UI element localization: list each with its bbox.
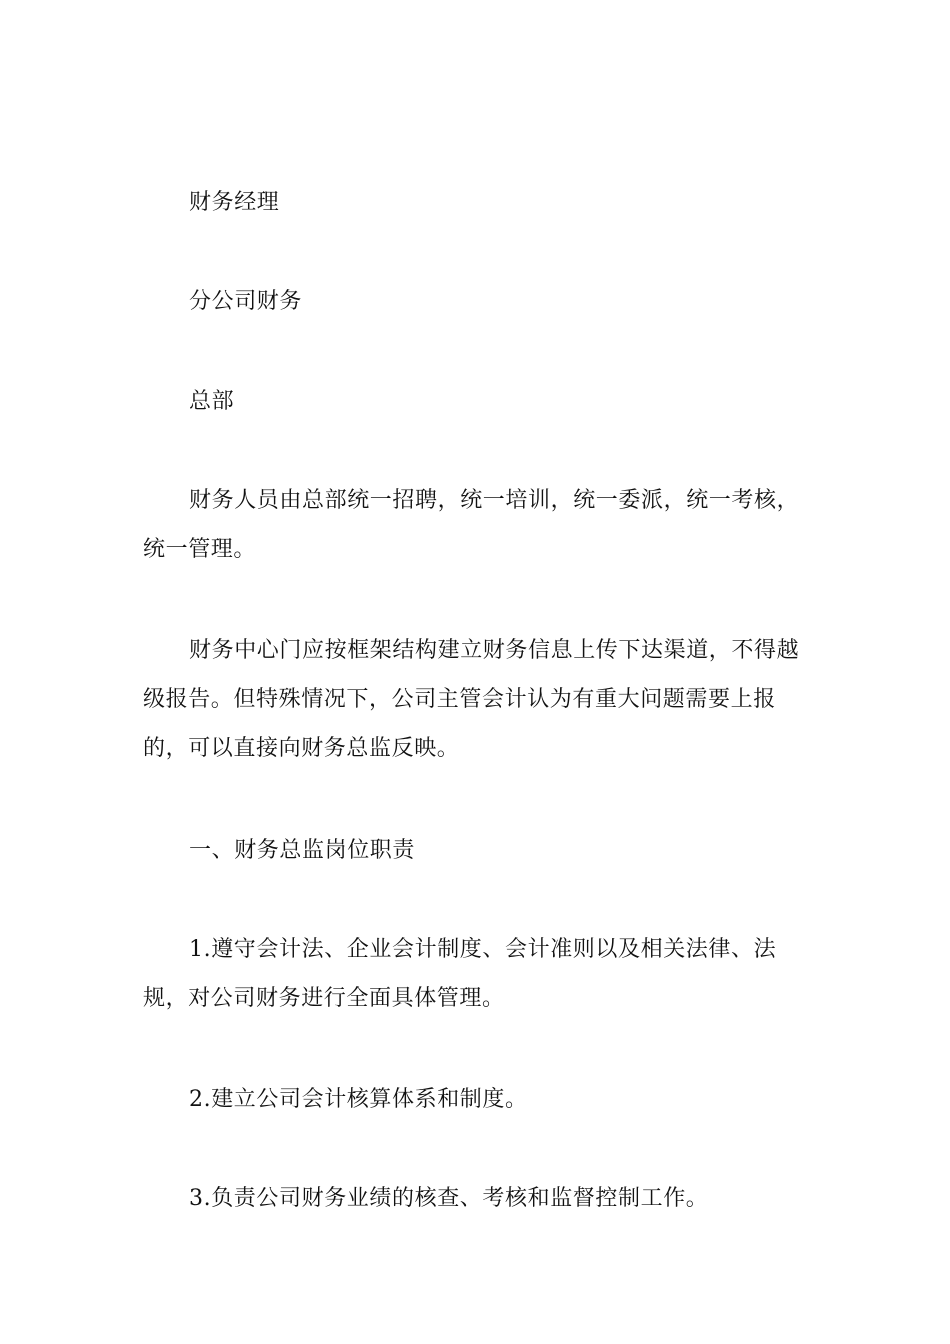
- section-heading-cfo-duties: 一、财务总监岗位职责: [189, 838, 416, 863]
- list-item-duty-2: 2.建立公司会计核算体系和制度。: [189, 1087, 528, 1112]
- paragraph-reporting-channel: 财务中心门应按框架结构建立财务信息上传下达渠道，不得越级报告。但特殊情况下，公司主管会计认为有重大问题需要上报的，可以直接向财务总监反映。: [143, 638, 800, 761]
- list-item-duty-3: 3.负责公司财务业绩的核查、考核和监督控制工作。: [189, 1186, 709, 1211]
- list-item-duty-1: 1.遵守会计法、企业会计制度、会计准则以及相关法律、法规，对公司财务进行全面具体管理。: [143, 937, 777, 1011]
- paragraph-branch-finance: 分公司财务: [189, 289, 303, 314]
- paragraph-staff-management: 财务人员由总部统一招聘，统一培训，统一委派，统一考核，统一管理。: [143, 488, 800, 562]
- paragraph-finance-manager: 财务经理: [189, 190, 280, 215]
- paragraph-headquarters: 总部: [189, 389, 235, 414]
